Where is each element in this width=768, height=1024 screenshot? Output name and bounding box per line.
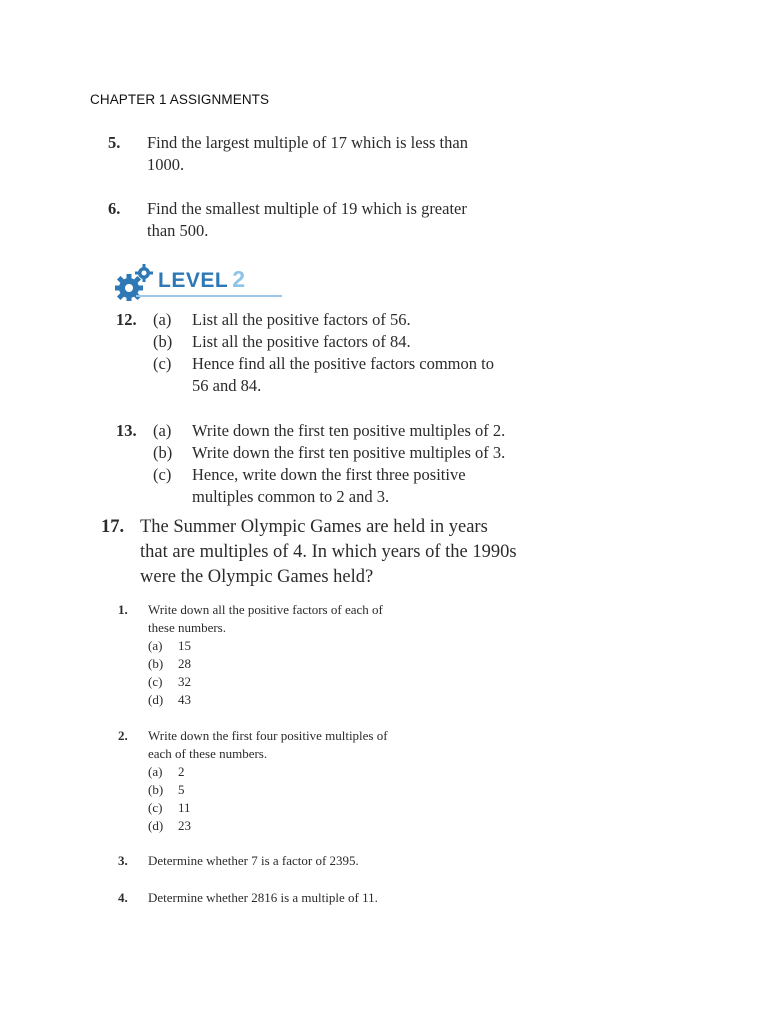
question-2-part-d-label: (d): [148, 818, 164, 833]
level-label: LEVEL: [158, 269, 229, 292]
question-13-part-b-text: Write down the first ten positive multiples of 3.: [192, 443, 506, 462]
question-5-line1: Find the largest multiple of 17 which is less than: [147, 133, 468, 152]
question-17-line1: The Summer Olympic Games are held in years: [140, 517, 488, 537]
question-12-part-b-label: (b): [153, 332, 173, 351]
question-1-part-d-value: 43: [178, 692, 191, 707]
question-12-part-c-label: (c): [153, 354, 172, 373]
question-13-part-a-label: (a): [153, 421, 172, 440]
question-13-part-a-text: Write down the first ten positive multiples of 2.: [192, 421, 506, 440]
question-2-part-a-label: (a): [148, 764, 163, 779]
question-12-part-a-label: (a): [153, 310, 172, 329]
level-number: 2: [232, 266, 246, 292]
question-1-number: 1.: [118, 602, 128, 617]
question-13-part-c-label: (c): [153, 465, 172, 484]
question-1-part-b-label: (b): [148, 656, 164, 671]
page-title: CHAPTER 1 ASSIGNMENTS: [90, 92, 270, 107]
question-5-line2: 1000.: [147, 155, 185, 174]
question-12-part-a-text: List all the positive factors of 56.: [192, 310, 411, 329]
question-2-part-b-value: 5: [178, 782, 185, 797]
question-12-number: 12.: [116, 310, 137, 329]
question-4-text: Determine whether 2816 is a multiple of 11.: [148, 890, 378, 905]
question-13-number: 13.: [116, 421, 137, 440]
question-1-part-d-label: (d): [148, 692, 164, 707]
question-1-part-c-value: 32: [178, 674, 191, 689]
level-heading: [158, 266, 245, 293]
question-1-part-c-label: (c): [148, 674, 163, 689]
question-3-text: Determine whether 7 is a factor of 2395.: [148, 853, 359, 868]
question-13-part-c-line1: Hence, write down the first three positive: [192, 465, 466, 484]
question-17-line3: were the Olympic Games held?: [140, 567, 374, 587]
level-underline: [136, 295, 282, 297]
question-1-part-b-value: 28: [178, 656, 191, 671]
question-1-part-a-value: 15: [178, 638, 191, 653]
question-4-number: 4.: [118, 890, 128, 905]
question-1-line1: Write down all the positive factors of each of: [148, 602, 383, 617]
question-5-number: 5.: [108, 133, 121, 152]
question-12-part-b-text: List all the positive factors of 84.: [192, 332, 411, 351]
question-2-line2: each of these numbers.: [148, 746, 268, 761]
question-17-number: 17.: [101, 517, 125, 537]
question-2-part-c-value: 11: [178, 800, 191, 815]
question-13-part-c-line2: multiples common to 2 and 3.: [192, 487, 390, 506]
question-2-part-d-value: 23: [178, 818, 191, 833]
question-1-part-a-label: (a): [148, 638, 163, 653]
question-2-part-b-label: (b): [148, 782, 164, 797]
question-6-number: 6.: [108, 199, 121, 218]
question-12-part-c-line1: Hence find all the positive factors common to: [192, 354, 494, 373]
question-2-part-a-value: 2: [178, 764, 185, 779]
question-2-line1: Write down the first four positive multiples of: [148, 728, 388, 743]
question-6-line2: than 500.: [147, 221, 209, 240]
question-2-number: 2.: [118, 728, 128, 743]
question-6-line1: Find the smallest multiple of 19 which is greater: [147, 199, 467, 218]
question-12-part-c-line2: 56 and 84.: [192, 376, 262, 395]
question-3-number: 3.: [118, 853, 128, 868]
question-13-part-b-label: (b): [153, 443, 173, 462]
question-17-line2: that are multiples of 4. In which years of the 1990s: [140, 542, 517, 562]
question-2-part-c-label: (c): [148, 800, 163, 815]
question-1-line2: these numbers.: [148, 620, 226, 635]
